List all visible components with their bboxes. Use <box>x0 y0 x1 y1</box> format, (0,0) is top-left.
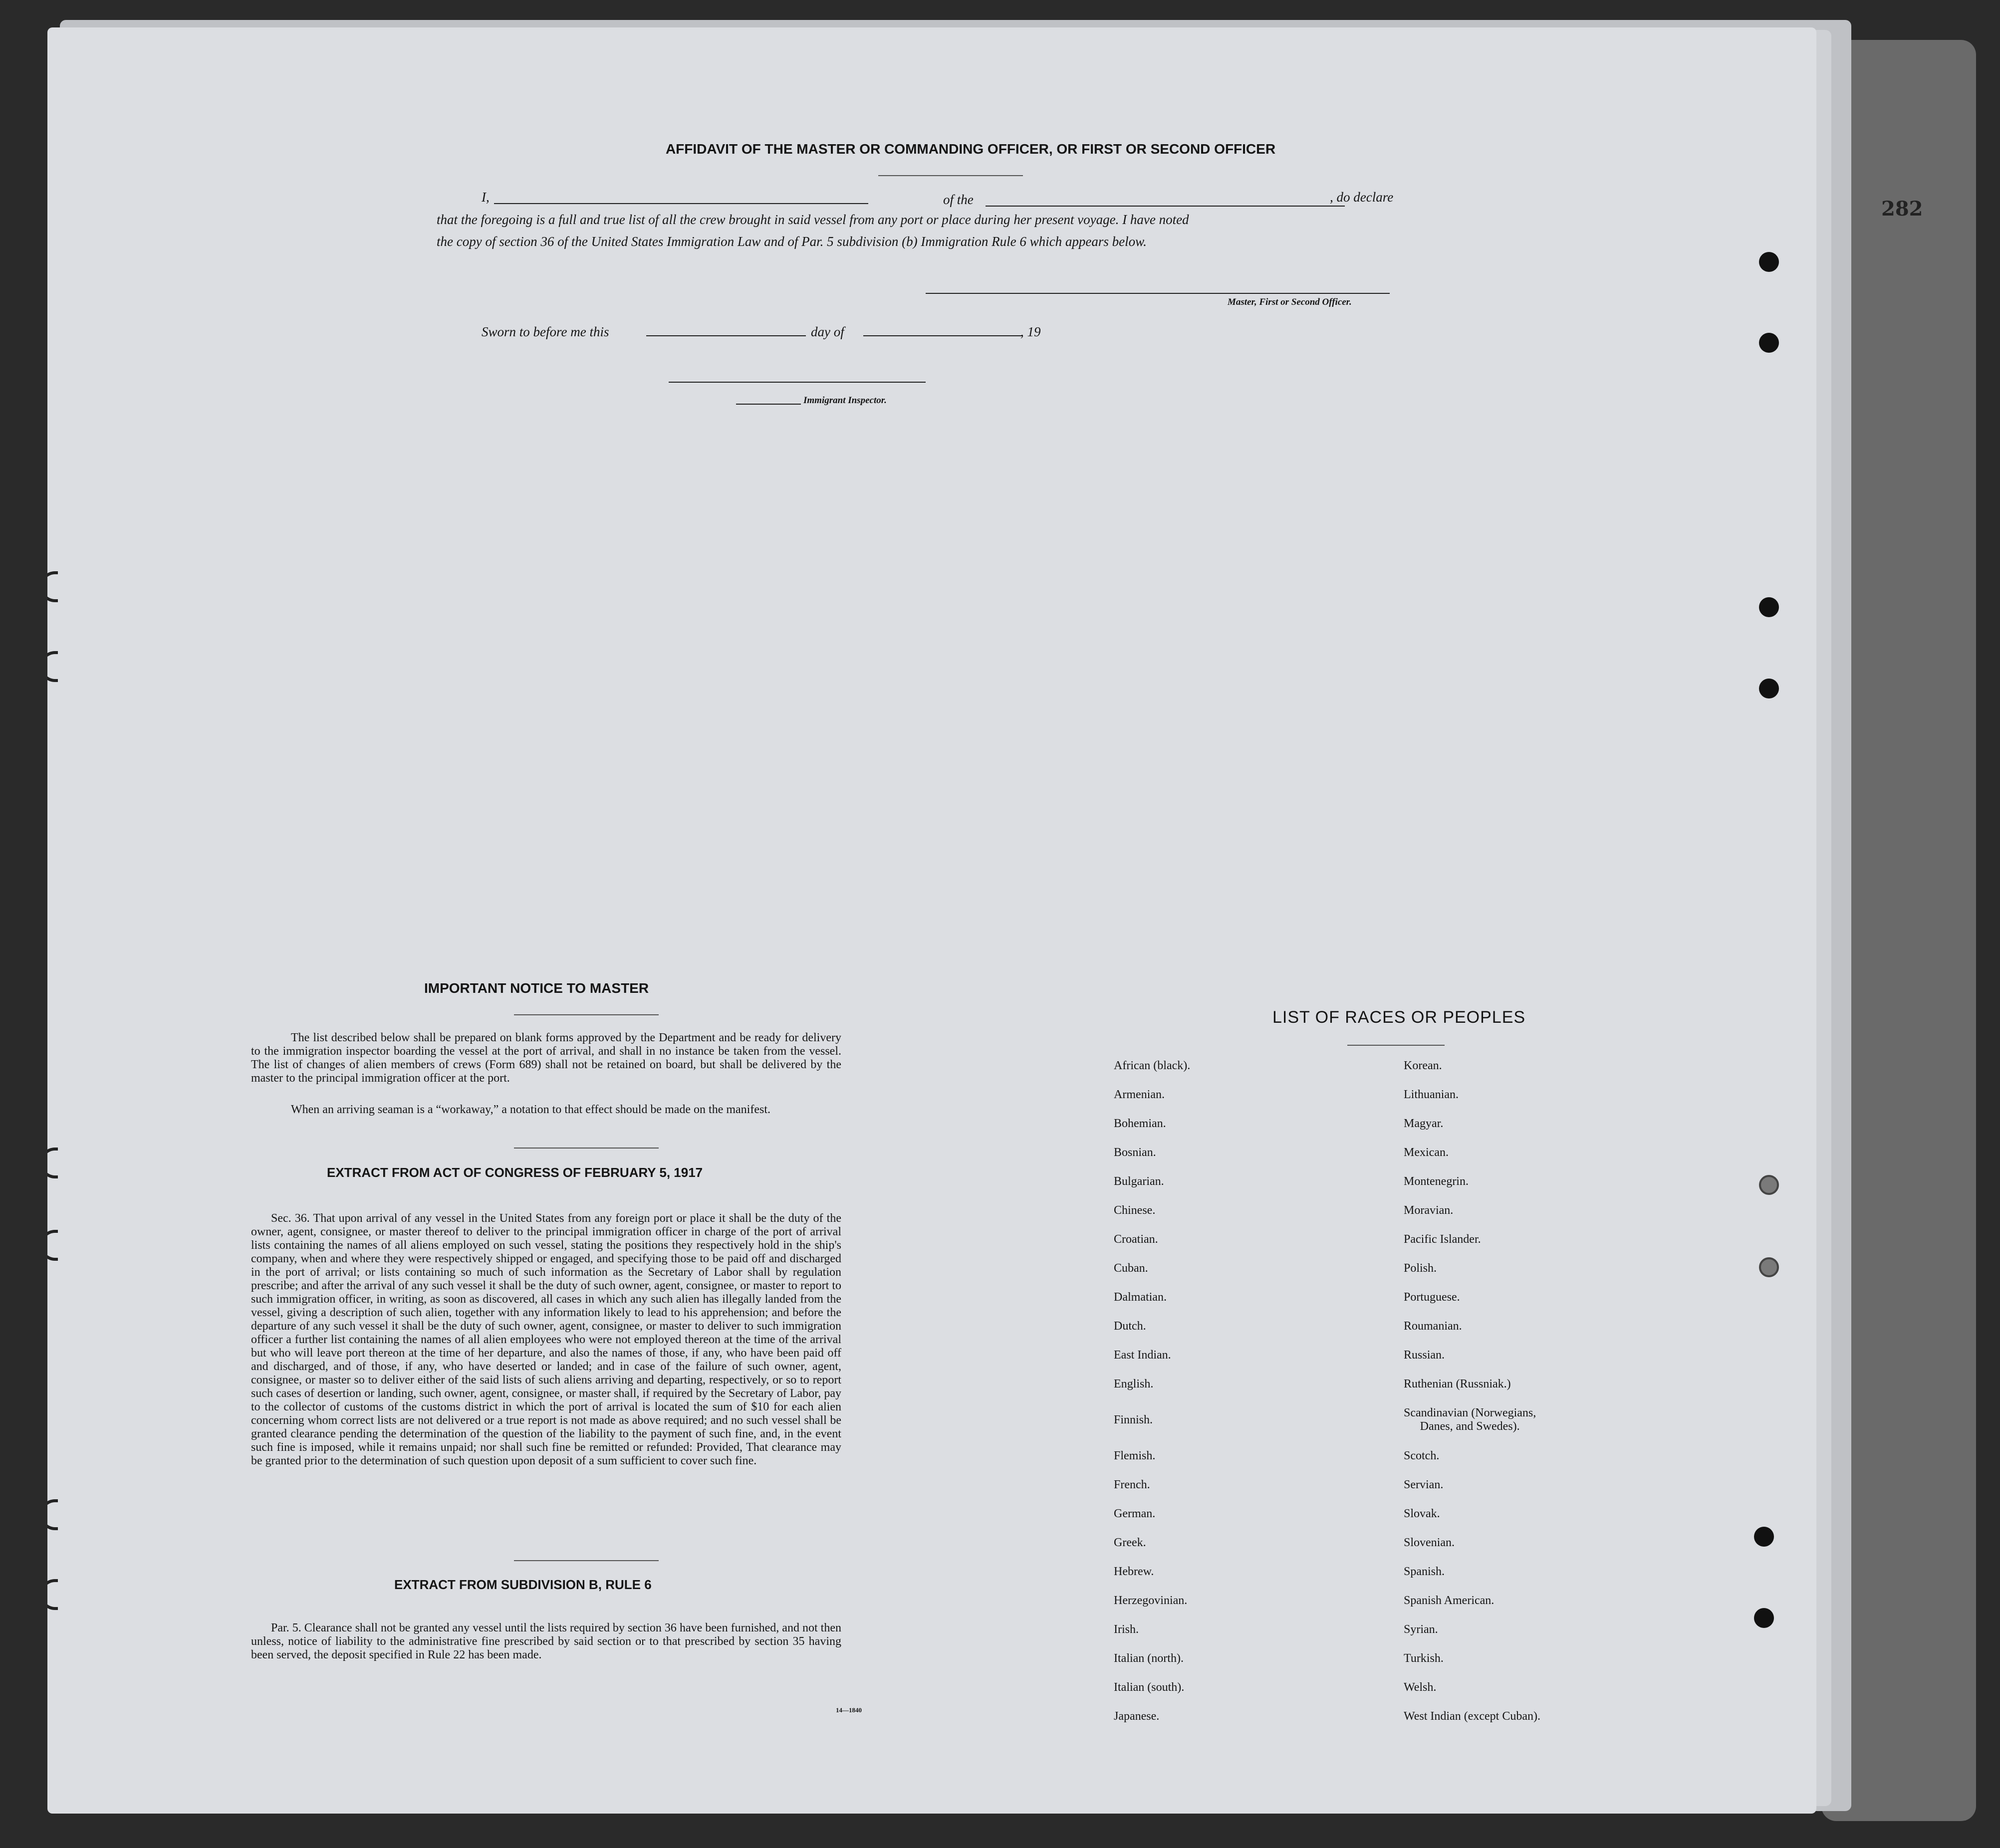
race-item: Bulgarian. <box>1114 1175 1164 1188</box>
form-code: 14—1840 <box>836 1706 862 1714</box>
notice-title: IMPORTANT NOTICE TO MASTER <box>424 980 649 996</box>
act-separator <box>514 1148 659 1149</box>
race-item: West Indian (except Cuban). <box>1404 1710 1540 1723</box>
punch-hole <box>1754 1608 1774 1628</box>
race-item: Spanish. <box>1404 1565 1445 1578</box>
notice-paragraph-2: When an arriving seaman is a “workaway,” a notation to that effect should be made on the manifest. <box>291 1103 770 1116</box>
affidavit-declare-label: , do declare <box>1330 190 1394 205</box>
binder-ring-mark <box>47 1499 58 1530</box>
punch-hole <box>1754 1527 1774 1547</box>
race-item: Hebrew. <box>1114 1565 1154 1578</box>
race-item: Syrian. <box>1404 1623 1438 1636</box>
punch-hole <box>1759 597 1779 617</box>
race-item: Magyar. <box>1404 1117 1444 1130</box>
act-extract-title: EXTRACT FROM ACT OF CONGRESS OF FEBRUARY 5, 1917 <box>327 1165 703 1180</box>
race-item: Japanese. <box>1114 1710 1160 1723</box>
race-item: Italian (north). <box>1114 1652 1184 1665</box>
race-item: Slovak. <box>1404 1507 1440 1520</box>
race-item: Croatian. <box>1114 1233 1158 1246</box>
sworn-year-label: , 19 <box>1020 324 1041 339</box>
affidavit-i-label: I, <box>482 190 490 205</box>
name-blank-line <box>494 203 868 204</box>
race-item: Slovenian. <box>1404 1536 1455 1549</box>
race-item: Chinese. <box>1114 1204 1156 1217</box>
race-item: East Indian. <box>1114 1349 1171 1362</box>
race-item: Irish. <box>1114 1623 1139 1636</box>
inspector-caption: Immigrant Inspector. <box>803 395 887 406</box>
race-item: Armenian. <box>1114 1088 1165 1101</box>
race-item: Dalmatian. <box>1114 1291 1167 1304</box>
sworn-day-line <box>646 335 806 336</box>
rule-separator <box>514 1560 659 1561</box>
signature-line <box>926 293 1390 294</box>
race-item: Pacific Islander. <box>1404 1233 1481 1246</box>
sworn-label: Sworn to before me this <box>482 324 609 339</box>
binder-ring-mark <box>47 651 58 682</box>
punch-hole <box>1759 333 1779 353</box>
race-item: Scandinavian (Norwegians, Danes, and Swedes). <box>1404 1406 1536 1433</box>
affidavit-title: AFFIDAVIT OF THE MASTER OR COMMANDING OFFICER, OR FIRST OR SECOND OFFICER <box>665 141 1276 157</box>
binder-ring-mark <box>47 1230 58 1261</box>
act-extract-text: Sec. 36. That upon arrival of any vessel in the United States from any foreign port or place it shall be the duty of the owner, agent, consignee, or master thereof to deliver to the principal immigration officer in charge of the port of arrival lists containing the names of all aliens employed on such vessel, stating the positions they respectively hold in the ship's company, when and where they were respectively shipped or engaged, and specifying those to be paid off and discharged in the port of arrival; or lists containing so much of such information as the Secretary of Labor shall by regulation prescribe; and after the arrival of any such vessel it shall be the duty of such owner, agent, consignee, or master to report to such immigration officer, in writing, as soon as discovered, all cases in which any such alien has illegally landed from the vessel, giving a description of such alien, together with any information likely to lead to his apprehension; and before the departure of any such vessel it shall be the duty of such owner, agent, consignee, or master to deliver to such immigration officer a further list containing the names of all alien employees who were not employed thereon at the time of the arrival but who will leave port thereon at the time of her departure, and also the names of those, if any, who have been paid off and discharged, and of those, if any, who have deserted or landed; and in case of the failure of such owner, agent, consignee, or master so to deliver either of the said lists of such aliens arriving and departing, respectively, or so to report such cases of desertion or landing, such owner, agent, consignee, or master shall, if required by the Secretary of Labor, pay to the collector of customs of the customs district in which the port of arrival is located the sum of $10 for each alien concerning whom correct lists are not delivered or a true report is not made as above required; and no such vessel shall be granted clearance pending the determination of the question of the liability to the payment of such fine, and, in the event such fine is imposed, while it remains unpaid; nor shall such fine be remitted or refunded: Provided, That clearance may be granted prior to the determination of such question upon deposit of a sum sufficient to cover such fine. <box>251 1212 841 1467</box>
race-item: Turkish. <box>1404 1652 1444 1665</box>
race-item: Spanish American. <box>1404 1594 1495 1607</box>
signature-caption: Master, First or Second Officer. <box>1228 297 1352 307</box>
race-item: African (black). <box>1114 1059 1191 1072</box>
inspector-signature-line <box>669 382 926 383</box>
affidavit-line-2: that the foregoing is a full and true list of all the crew brought in said vessel from any port or place during her present voyage. I have noted <box>437 212 1189 227</box>
race-item: Polish. <box>1404 1262 1437 1275</box>
race-item: Bosnian. <box>1114 1146 1156 1159</box>
affidavit-separator <box>878 175 1023 176</box>
sworn-month-line <box>863 335 1023 336</box>
rule-extract-title: EXTRACT FROM SUBDIVISION B, RULE 6 <box>394 1577 652 1592</box>
vessel-blank-line <box>986 206 1345 207</box>
punch-hole <box>1759 679 1779 698</box>
race-item: Greek. <box>1114 1536 1146 1549</box>
race-item: Servian. <box>1404 1478 1444 1491</box>
binder-ring-mark <box>47 1579 58 1610</box>
race-item: Italian (south). <box>1114 1681 1185 1694</box>
race-item: Flemish. <box>1114 1449 1156 1462</box>
race-item: German. <box>1114 1507 1156 1520</box>
inspector-short-line <box>736 404 801 405</box>
punch-hole <box>1759 1175 1779 1195</box>
binder-ring-mark <box>47 1148 58 1178</box>
race-item: Korean. <box>1404 1059 1442 1072</box>
rule-extract-text: Par. 5. Clearance shall not be granted any vessel until the lists required by section 36 have been furnished, and not then unless, notice of liability to the administrative fine prescribed by said section or to that prescribed by section 35 having been served, the deposit specified in Rule 22 has been made. <box>251 1621 841 1661</box>
race-item: French. <box>1114 1478 1150 1491</box>
race-item: Cuban. <box>1114 1262 1148 1275</box>
notice-paragraph-1: The list described below shall be prepared on blank forms approved by the Department and be ready for delivery to the immigration inspector boarding the vessel at the port of arrival, and shall in no instance be taken from the vessel. The list of changes of alien members of crews (Form 689) shall not be retained on board, but shall be delivered by the master to the principal immigration officer at the port. <box>251 1031 841 1085</box>
race-item: Bohemian. <box>1114 1117 1166 1130</box>
race-item: Finnish. <box>1114 1413 1153 1426</box>
race-item: English. <box>1114 1378 1154 1390</box>
race-item: Welsh. <box>1404 1681 1437 1694</box>
race-item: Portuguese. <box>1404 1291 1460 1304</box>
race-item: Ruthenian (Russniak.) <box>1404 1378 1511 1390</box>
binder-ring-mark <box>47 571 58 602</box>
punch-hole <box>1759 252 1779 272</box>
sworn-day-of-label: day of <box>811 324 844 339</box>
affidavit-of-the-label: of the <box>943 192 974 207</box>
race-item: Montenegrin. <box>1404 1175 1469 1188</box>
race-item: Moravian. <box>1404 1204 1454 1217</box>
race-item: Dutch. <box>1114 1320 1146 1333</box>
race-item: Roumanian. <box>1404 1320 1462 1333</box>
affidavit-line-3: the copy of section 36 of the United States Immigration Law and of Par. 5 subdivision (b) Immigration Rule 6 which appears below. <box>437 234 1147 249</box>
race-item: Lithuanian. <box>1404 1088 1459 1101</box>
document-page <box>47 27 1816 1814</box>
race-item: Russian. <box>1404 1349 1445 1362</box>
race-item: Mexican. <box>1404 1146 1449 1159</box>
race-item: Herzegovinian. <box>1114 1594 1188 1607</box>
page-number: 282 <box>1881 197 1923 221</box>
punch-hole <box>1759 1257 1779 1277</box>
races-separator <box>1347 1045 1445 1046</box>
race-item: Scotch. <box>1404 1449 1440 1462</box>
races-title: LIST OF RACES OR PEOPLES <box>1272 1008 1526 1027</box>
notice-separator <box>514 1014 659 1015</box>
